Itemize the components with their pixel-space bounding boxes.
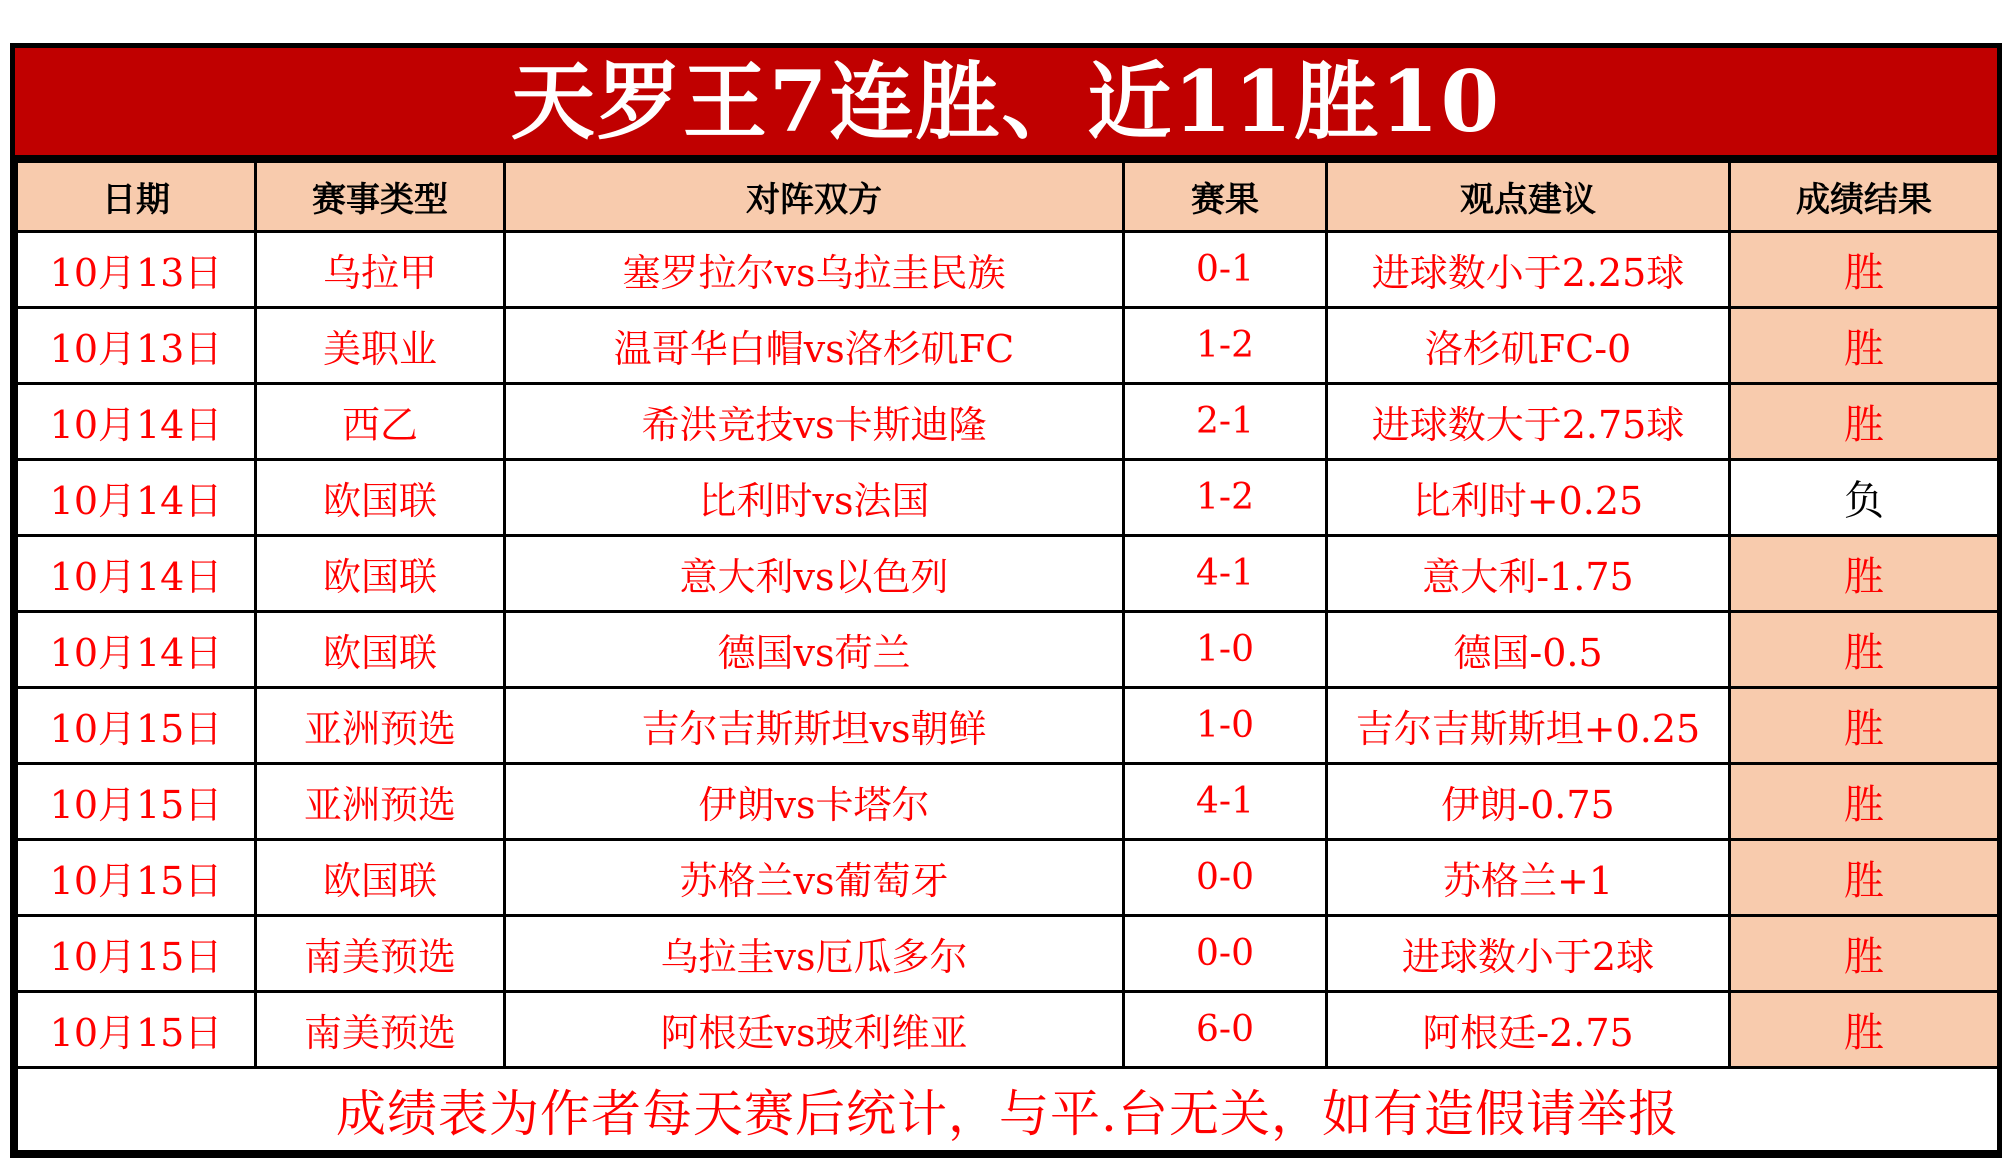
score-cell: 0-0: [1124, 840, 1327, 916]
advice-cell: 洛杉矶FC-0: [1327, 308, 1730, 384]
date-cell: 10月14日: [17, 536, 256, 612]
result-cell: 胜: [1730, 536, 1999, 612]
match-cell: 德国vs荷兰: [505, 612, 1124, 688]
match-cell: 阿根廷vs玻利维亚: [505, 992, 1124, 1068]
date-cell: 10月13日: [17, 308, 256, 384]
table-row: [17, 992, 1999, 1068]
result-cell: 负: [1730, 460, 1999, 536]
date-cell: 10月15日: [17, 840, 256, 916]
league-cell: 美职业: [256, 308, 505, 384]
date-cell: 10月14日: [17, 460, 256, 536]
score-cell: 6-0: [1124, 992, 1327, 1068]
score-cell: 0-0: [1124, 916, 1327, 992]
table-row: [17, 764, 1999, 840]
league-cell: 欧国联: [256, 612, 505, 688]
league-cell: 乌拉甲: [256, 232, 505, 308]
score-cell: 1-0: [1124, 612, 1327, 688]
advice-cell: 阿根廷-2.75: [1327, 992, 1730, 1068]
table-row: [17, 840, 1999, 916]
result-cell: 胜: [1730, 308, 1999, 384]
date-cell: 10月15日: [17, 992, 256, 1068]
advice-cell: 意大利-1.75: [1327, 536, 1730, 612]
match-cell: 苏格兰vs葡萄牙: [505, 840, 1124, 916]
match-cell: 吉尔吉斯斯坦vs朝鲜: [505, 688, 1124, 764]
table-row: [17, 536, 1999, 612]
match-cell: 温哥华白帽vs洛杉矶FC: [505, 308, 1124, 384]
league-cell: 欧国联: [256, 840, 505, 916]
date-cell: 10月15日: [17, 764, 256, 840]
result-cell: 胜: [1730, 840, 1999, 916]
match-cell: 意大利vs以色列: [505, 536, 1124, 612]
score-cell: 4-1: [1124, 536, 1327, 612]
header-match: 对阵双方: [505, 162, 1124, 232]
score-cell: 1-0: [1124, 688, 1327, 764]
score-cell: 1-2: [1124, 460, 1327, 536]
advice-cell: 伊朗-0.75: [1327, 764, 1730, 840]
disclaimer-row: [17, 1068, 1999, 1152]
score-cell: 2-1: [1124, 384, 1327, 460]
table-header-row: [17, 162, 1999, 232]
header-advice: 观点建议: [1327, 162, 1730, 232]
disclaimer-text: 成绩表为作者每天赛后统计，与平.台无关，如有造假请举报: [17, 1068, 1999, 1152]
title-banner: [15, 48, 1997, 160]
league-cell: 亚洲预选: [256, 688, 505, 764]
result-cell: 胜: [1730, 916, 1999, 992]
advice-cell: 进球数小于2.25球: [1327, 232, 1730, 308]
match-cell: 塞罗拉尔vs乌拉圭民族: [505, 232, 1124, 308]
league-cell: 亚洲预选: [256, 764, 505, 840]
advice-cell: 吉尔吉斯斯坦+0.25: [1327, 688, 1730, 764]
advice-cell: 德国-0.5: [1327, 612, 1730, 688]
date-cell: 10月13日: [17, 232, 256, 308]
score-cell: 4-1: [1124, 764, 1327, 840]
date-cell: 10月15日: [17, 688, 256, 764]
table-row: [17, 460, 1999, 536]
table-row: [17, 232, 1999, 308]
league-cell: 南美预选: [256, 916, 505, 992]
advice-cell: 进球数小于2球: [1327, 916, 1730, 992]
header-result: 成绩结果: [1730, 162, 1999, 232]
result-cell: 胜: [1730, 384, 1999, 460]
date-cell: 10月14日: [17, 384, 256, 460]
match-cell: 伊朗vs卡塔尔: [505, 764, 1124, 840]
result-cell: 胜: [1730, 232, 1999, 308]
date-cell: 10月14日: [17, 612, 256, 688]
result-cell: 胜: [1730, 688, 1999, 764]
league-cell: 欧国联: [256, 536, 505, 612]
match-cell: 乌拉圭vs厄瓜多尔: [505, 916, 1124, 992]
table-row: [17, 916, 1999, 992]
advice-cell: 比利时+0.25: [1327, 460, 1730, 536]
league-cell: 欧国联: [256, 460, 505, 536]
table-row: [17, 384, 1999, 460]
date-cell: 10月15日: [17, 916, 256, 992]
match-cell: 希洪竞技vs卡斯迪隆: [505, 384, 1124, 460]
table-row: [17, 612, 1999, 688]
table-row: [17, 688, 1999, 764]
advice-cell: 苏格兰+1: [1327, 840, 1730, 916]
results-table: [15, 160, 2000, 1153]
result-cell: 胜: [1730, 992, 1999, 1068]
score-cell: 0-1: [1124, 232, 1327, 308]
header-score: 赛果: [1124, 162, 1327, 232]
league-cell: 南美预选: [256, 992, 505, 1068]
score-cell: 1-2: [1124, 308, 1327, 384]
header-date: 日期: [17, 162, 256, 232]
result-cell: 胜: [1730, 764, 1999, 840]
results-board: [10, 43, 2002, 1158]
header-league: 赛事类型: [256, 162, 505, 232]
table-row: [17, 308, 1999, 384]
league-cell: 西乙: [256, 384, 505, 460]
page-title: 天罗王7连胜、近11胜10: [510, 51, 1502, 151]
result-cell: 胜: [1730, 612, 1999, 688]
advice-cell: 进球数大于2.75球: [1327, 384, 1730, 460]
match-cell: 比利时vs法国: [505, 460, 1124, 536]
